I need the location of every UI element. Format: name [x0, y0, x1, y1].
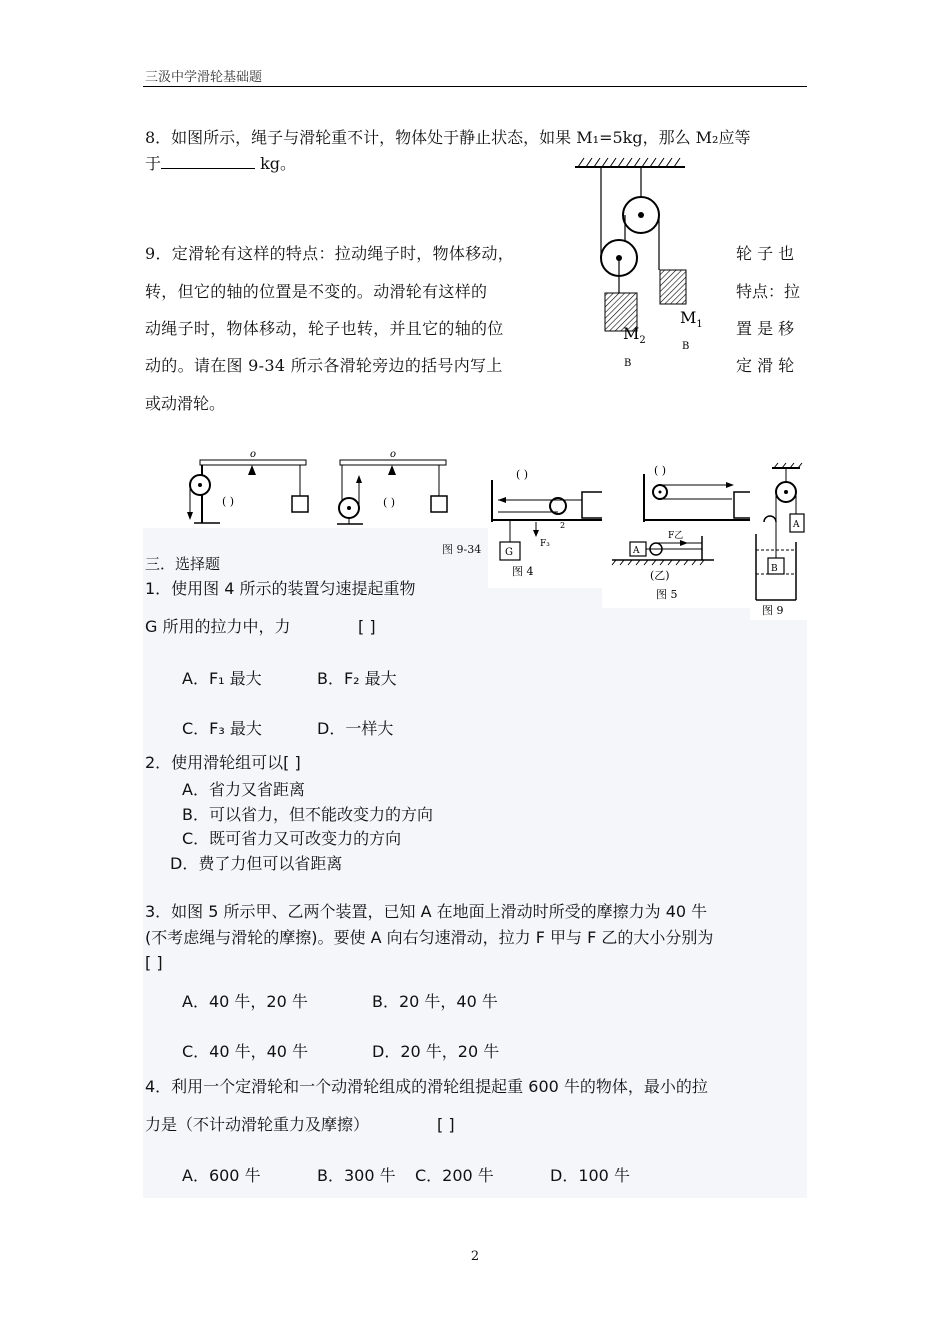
mc2-option-a[interactable]: A．省力又省距离: [182, 780, 305, 799]
m2-label: $M_2$: [623, 324, 646, 346]
mc1-option-d[interactable]: D．一样大: [317, 719, 394, 738]
svg-text:F₃: F₃: [540, 539, 550, 549]
page-header: 三汲中学滑轮基础题: [145, 70, 263, 85]
mc4-stem-line1: 4．利用一个定滑轮和一个动滑轮组成的滑轮组提起重 600 牛的物体，最小的拉: [145, 1077, 708, 1096]
mc1-option-b[interactable]: B．F₂ 最大: [317, 669, 397, 688]
q8-answer-blank[interactable]: [161, 152, 255, 169]
q9-line3: 动绳子时，物体移动，轮子也转，并且它的轴的位: [145, 319, 504, 338]
q8-unit: kg。: [255, 154, 297, 173]
svg-text:图 4: 图 4: [512, 565, 534, 578]
page-number: 2: [470, 1249, 480, 1264]
mc4-option-a[interactable]: A．600 牛: [182, 1166, 261, 1185]
mc3-answer-bracket[interactable]: [ ]: [145, 953, 163, 972]
svg-text:o: o: [250, 449, 257, 460]
mc3-option-a[interactable]: A．40 牛，20 牛: [182, 992, 308, 1011]
q8-yu: 于: [145, 154, 162, 173]
b-label-1: B: [682, 341, 690, 352]
svg-text:( ): ( ): [383, 496, 396, 509]
svg-text:A: A: [633, 546, 640, 556]
svg-text:B: B: [771, 564, 778, 574]
q9-line2: 转，但它的轴的位置是不变的。动滑轮有这样的: [145, 282, 488, 301]
m1-label: $M_1$: [680, 308, 703, 330]
q9-line5: 或动滑轮。: [145, 394, 226, 413]
mc4-option-c[interactable]: C．200 牛: [415, 1166, 494, 1185]
section-3-title: 三．选择题: [145, 555, 221, 573]
header-rule: [143, 86, 807, 87]
svg-text:o: o: [390, 449, 397, 460]
mc4-option-d[interactable]: D．100 牛: [550, 1166, 630, 1185]
mc4-option-b[interactable]: B．300 牛: [317, 1166, 396, 1185]
b-label-2: B: [624, 358, 632, 369]
mc2-stem: 2．使用滑轮组可以[ ]: [145, 753, 301, 772]
mc4-answer-bracket[interactable]: [ ]: [437, 1115, 455, 1134]
q8-line1: 8．如图所示，绳子与滑轮重不计，物体处于静止状态，如果 M₁=5kg，那么 M₂应等: [145, 128, 751, 147]
mc1-option-c[interactable]: C．F₃ 最大: [182, 719, 262, 738]
fig-5: [602, 462, 770, 608]
q9-line4-right: 定 滑 轮: [736, 356, 795, 375]
svg-text:( ): ( ): [654, 464, 667, 477]
q9-line2-right: 特点：拉: [736, 282, 801, 301]
svg-text:(乙): (乙): [650, 569, 670, 582]
fig-9: [750, 462, 808, 620]
mc1-answer-bracket[interactable]: [ ]: [358, 617, 376, 636]
svg-text:图 5: 图 5: [656, 588, 678, 601]
mc2-option-c[interactable]: C．既可省力又可改变力的方向: [182, 829, 402, 848]
fig-934-pulley-a: [180, 448, 320, 530]
svg-text:2: 2: [560, 521, 566, 530]
svg-text:( ): ( ): [516, 468, 529, 481]
mc1-stem-line1: 1．使用图 4 所示的装置匀速提起重物: [145, 579, 416, 598]
q9-line3-right: 置 是 移: [736, 319, 795, 338]
fig-934-pulley-b: [325, 448, 455, 530]
mc2-option-d[interactable]: D．费了力但可以省距离: [170, 854, 343, 873]
mc3-option-c[interactable]: C．40 牛，40 牛: [182, 1042, 309, 1061]
mc1-stem-line2: G 所用的拉力中，力: [145, 617, 291, 636]
mc2-option-b[interactable]: B．可以省力，但不能改变力的方向: [182, 805, 433, 824]
mc3-option-d[interactable]: D．20 牛，20 牛: [372, 1042, 500, 1061]
mc4-stem-line2: 力是（不计动滑轮重力及摩擦）: [145, 1115, 370, 1134]
mc3-option-b[interactable]: B．20 牛，40 牛: [372, 992, 498, 1011]
mc1-option-a[interactable]: A．F₁ 最大: [182, 669, 262, 688]
svg-text:F乙: F乙: [668, 531, 684, 541]
q9-line4: 动的。请在图 9-34 所示各滑轮旁边的括号内写上: [145, 356, 503, 375]
svg-text:G: G: [505, 547, 513, 558]
mc3-stem-line2: (不考虑绳与滑轮的摩擦)。要使 A 向右匀速滑动，拉力 F 甲与 F 乙的大小分别为: [145, 928, 714, 947]
svg-text:( ): ( ): [222, 495, 235, 508]
q8-pulley-figure: [570, 155, 710, 370]
q9-line1-right: 轮 子 也: [736, 244, 795, 263]
mc3-stem-line1: 3．如图 5 所示甲、乙两个装置，已知 A 在地面上滑动时所受的摩擦力为 40 牛: [145, 902, 708, 921]
q9-line1: 9．定滑轮有这样的特点：拉动绳子时，物体移动，: [145, 244, 515, 263]
svg-text:图 9: 图 9: [762, 604, 784, 617]
q8-line2: [145, 151, 296, 177]
svg-text:A: A: [793, 520, 800, 530]
fig-934-caption: 图 9-34: [442, 543, 482, 556]
